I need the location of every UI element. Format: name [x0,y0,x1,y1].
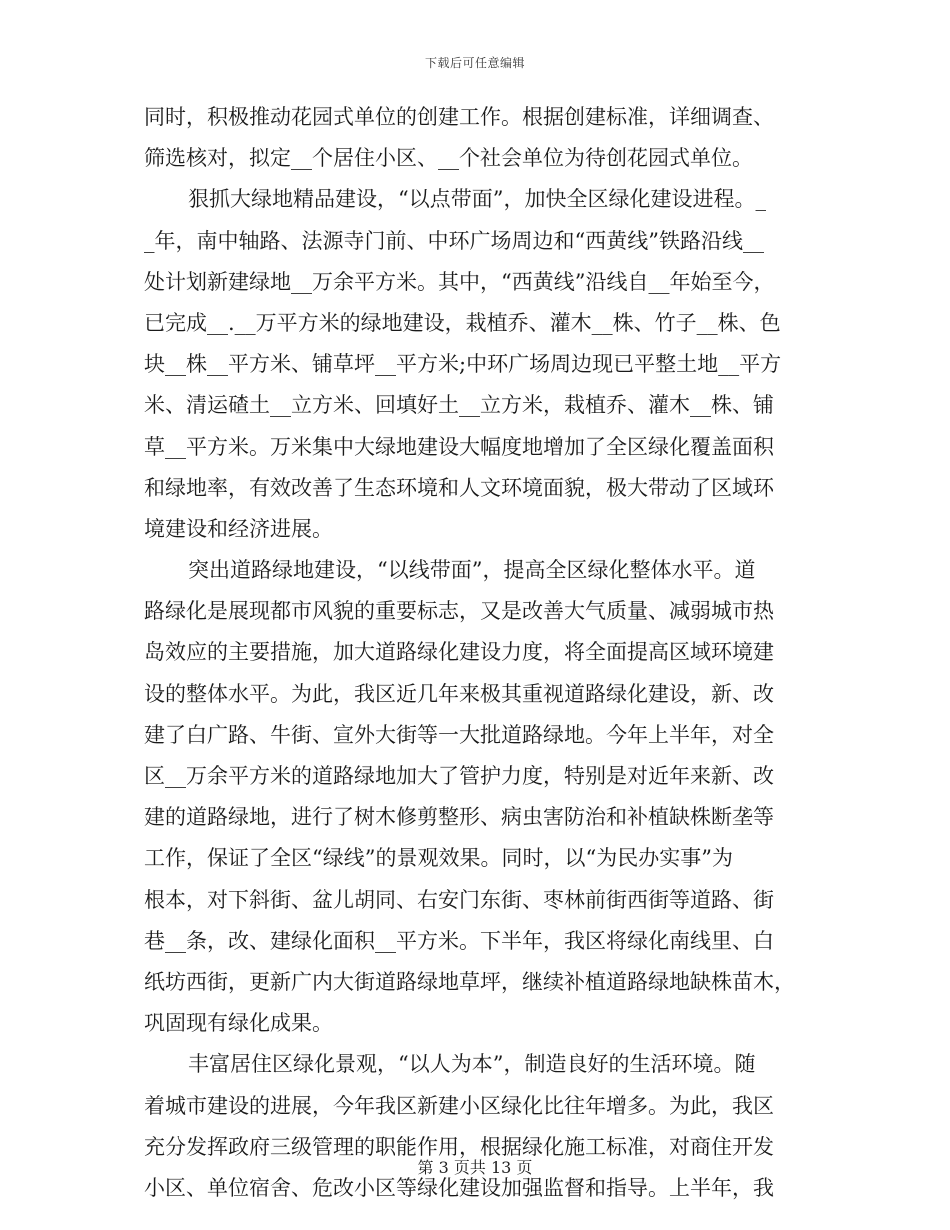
text-line: 境建设和经济进展。 [144,516,333,541]
text-line: 根本，对下斜街、盆儿胡同、右安门东街、枣林前街西街等道路、街 [144,887,774,912]
text-line: 同时，积极推动花园式单位的创建工作。根据创建标准，详细调查、 [144,105,774,129]
text-line: 处计划新建绿地__万余平方米。其中，“西黄线”沿线自__年始至今， [144,269,775,294]
text-line: 工作，保证了全区“绿线”的景观效果。同时，以“为民办实事”为 [144,846,733,871]
text-line: 草__平方米。万米集中大绿地建设大幅度地增加了全区绿化覆盖面积 [144,434,774,459]
text-line: 纸坊西街，更新广内大街道路绿地草坪，继续补植道路绿地缺株苗木， [144,969,795,994]
page-number-footer: 第 3 页共 13 页 [417,1158,533,1177]
text-line: 筛选核对，拟定__个居住小区、__个社会单位为待创花园式单位。 [144,146,753,171]
text-line: 充分发挥政府三级管理的职能作用，根据绿化施工标准，对商住开发 [144,1134,774,1159]
text-line: 和绿地率，有效改善了生态环境和人文环境面貌，极大带动了区域环 [144,475,774,500]
document-body [144,97,796,1209]
text-line: 米、清运碴土__立方米、回填好土__立方米，栽植乔、灌木__株、铺 [144,393,774,418]
text-line: _年，南中轴路、法源寺门前、中环广场周边和“西黄线”铁路沿线__ [144,228,764,253]
text-line: 区__万余平方米的道路绿地加大了管护力度，特别是对近年来新、改 [144,764,774,788]
text-line: 巩固现有绿化成果。 [144,1011,333,1036]
text-line: 设的整体水平。为此，我区近几年来极其重视道路绿化建设，新、改 [144,681,774,706]
text-line: 着城市建设的进展，今年我区新建小区绿化比往年增多。为此，我区 [144,1093,774,1118]
text-line: 岛效应的主要措施，加大道路绿化建设力度，将全面提高区域环境建 [144,640,774,665]
text-line: 块__株__平方米、铺草坪__平方米;中环广场周边现已平整土地__平方 [144,352,782,377]
paragraph-start-line: 狠抓大绿地精品建设，“以点带面”，加快全区绿化建设进程。_ [188,187,766,212]
page-header: 下载后可任意编辑 [424,56,525,70]
text-line: 巷__条，改、建绿化面积__平方米。下半年，我区将绿化南线里、白 [144,928,774,953]
text-line: 建了白广路、牛街、宣外大街等一大批道路绿地。今年上半年，对全 [144,722,774,747]
text-line: 路绿化是展现都市风貌的重要标志，又是改善大气质量、减弱城市热 [144,599,774,624]
text-line: 已完成__.__万平方米的绿地建设，栽植乔、灌木__株、竹子__株、色 [144,310,781,335]
text-line: 建的道路绿地，进行了树木修剪整形、病虫害防治和补植缺株断垄等 [144,805,774,830]
paragraph-start-line: 丰富居住区绿化景观，“以人为本”，制造良好的生活环境。随 [188,1052,756,1077]
text-line: 小区、单位宿舍、危改小区等绿化建设加强监督和指导。上半年，我 [144,1175,774,1200]
paragraph-start-line: 突出道路绿地建设，“以线带面”，提高全区绿化整体水平。道 [188,558,756,583]
